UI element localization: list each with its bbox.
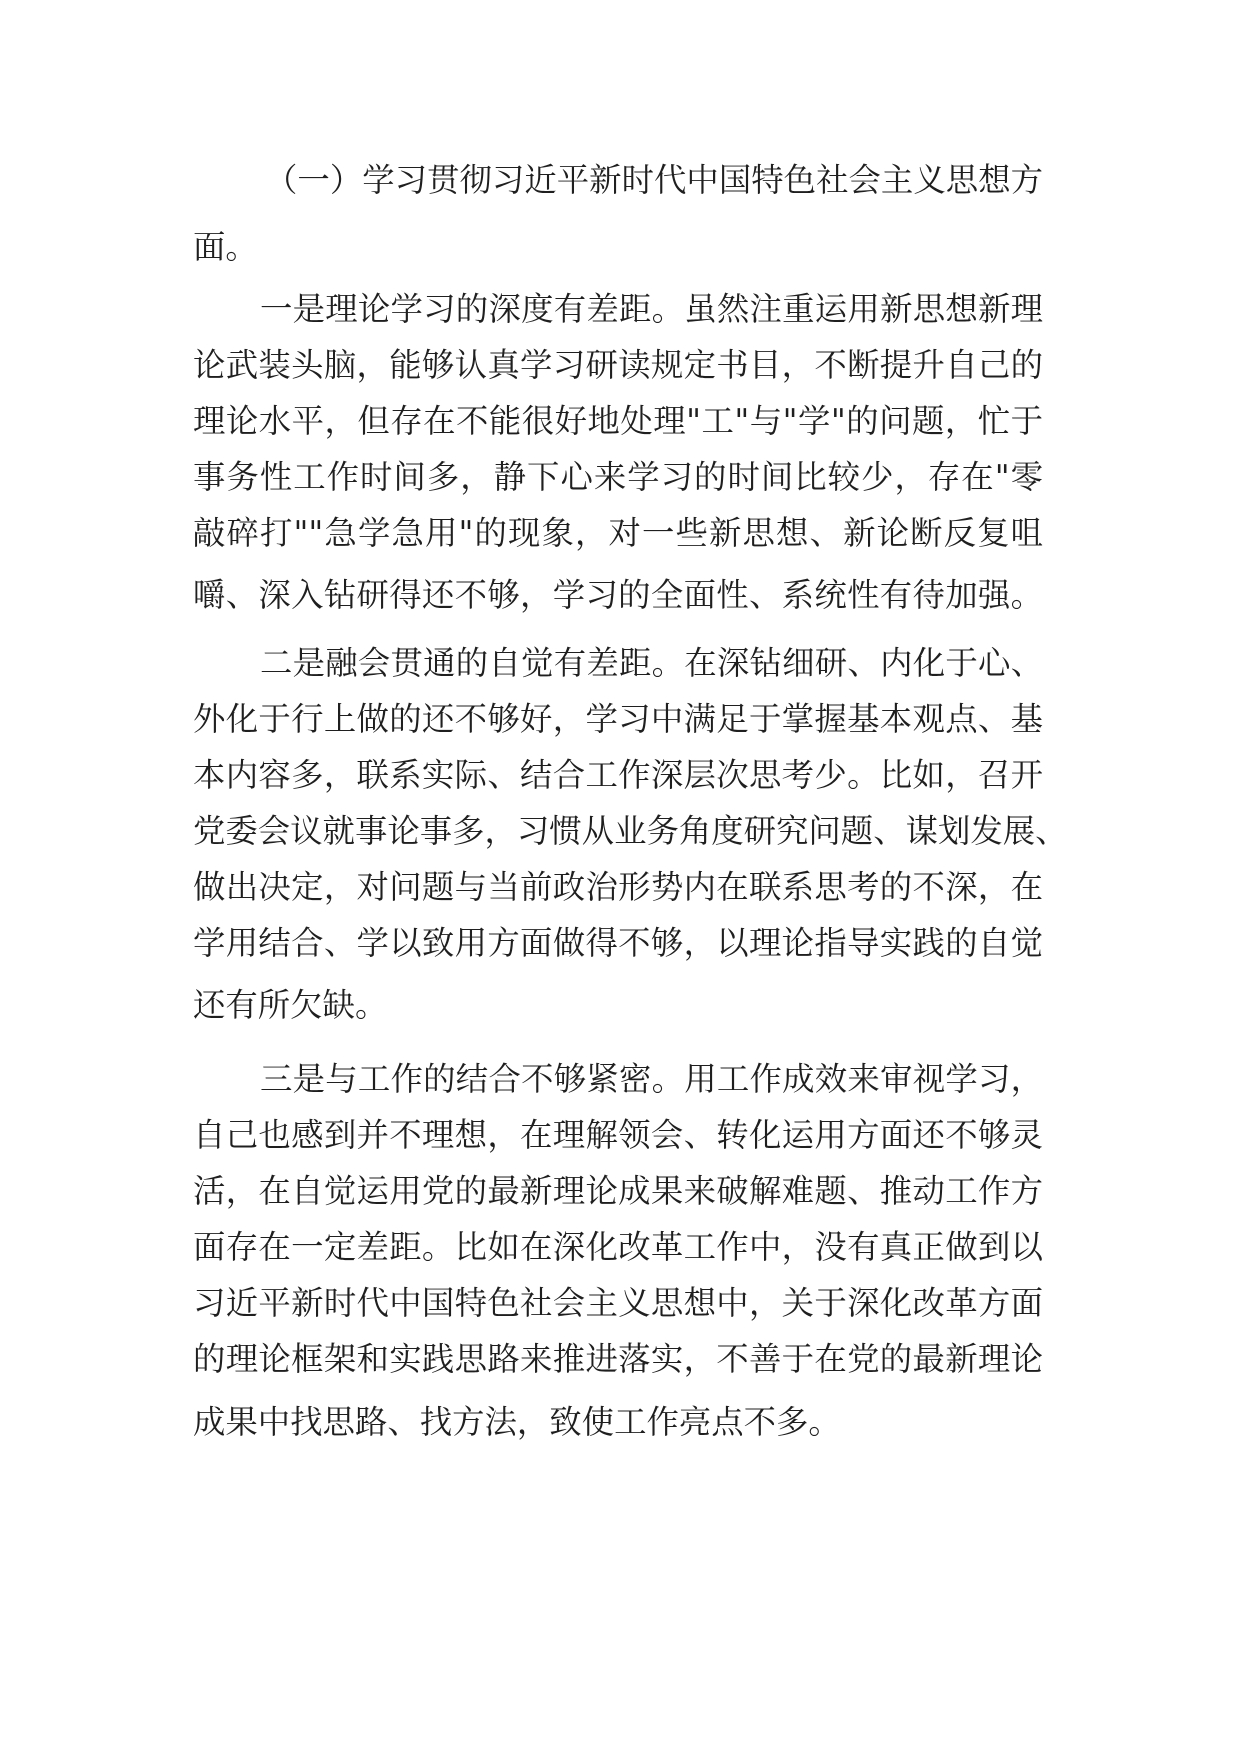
paragraph-3-line-6: 的理论框架和实践思路来推进落实，不善于在党的最新理论 (193, 1340, 1043, 1378)
paragraph-1-line-5: 敲碎打""急学急用"的现象，对一些新思想、新论断反复咀 (193, 514, 1043, 552)
paragraph-1-line-3: 理论水平，但存在不能很好地处理"工"与"学"的问题，忙于 (193, 402, 1043, 440)
paragraph-2-line-5: 做出决定，对问题与当前政治形势内在联系思考的不深，在 (193, 868, 1043, 906)
paragraph-2-line-3: 本内容多，联系实际、结合工作深层次思考少。比如，召开 (193, 756, 1043, 794)
paragraph-3-line-3: 活，在自觉运用党的最新理论成果来破解难题、推动工作方 (193, 1172, 1043, 1210)
paragraph-3-line-1: 三是与工作的结合不够紧密。用工作成效来审视学习， (260, 1060, 1043, 1098)
paragraph-2-line-2: 外化于行上做的还不够好，学习中满足于掌握基本观点、基 (193, 700, 1043, 738)
paragraph-1-line-6: 嚼、深入钻研得还不够，学习的全面性、系统性有待加强。 (193, 576, 1043, 614)
paragraph-3-line-7: 成果中找思路、找方法，致使工作亮点不多。 (193, 1403, 841, 1441)
paragraph-2-line-7: 还有所欠缺。 (193, 986, 388, 1024)
paragraph-3-line-4: 面存在一定差距。比如在深化改革工作中，没有真正做到以 (193, 1228, 1043, 1266)
paragraph-3-line-2: 自己也感到并不理想，在理解领会、转化运用方面还不够灵 (193, 1116, 1043, 1154)
paragraph-2-line-6: 学用结合、学以致用方面做得不够，以理论指导实践的自觉 (193, 924, 1043, 962)
paragraph-2-line-4: 党委会议就事论事多，习惯从业务角度研究问题、谋划发展、 (193, 812, 1068, 850)
section-heading-line-2: 面。 (193, 228, 258, 266)
paragraph-1-line-1: 一是理论学习的深度有差距。虽然注重运用新思想新理 (260, 290, 1043, 328)
section-heading-line-1: （一）学习贯彻习近平新时代中国特色社会主义思想方 (265, 161, 1043, 199)
paragraph-3-line-5: 习近平新时代中国特色社会主义思想中，关于深化改革方面 (193, 1284, 1043, 1322)
paragraph-1-line-4: 事务性工作时间多，静下心来学习的时间比较少，存在"零 (193, 458, 1043, 496)
paragraph-2-line-1: 二是融会贯通的自觉有差距。在深钻细研、内化于心、 (260, 644, 1043, 682)
paragraph-1-line-2: 论武装头脑，能够认真学习研读规定书目，不断提升自己的 (193, 346, 1043, 384)
